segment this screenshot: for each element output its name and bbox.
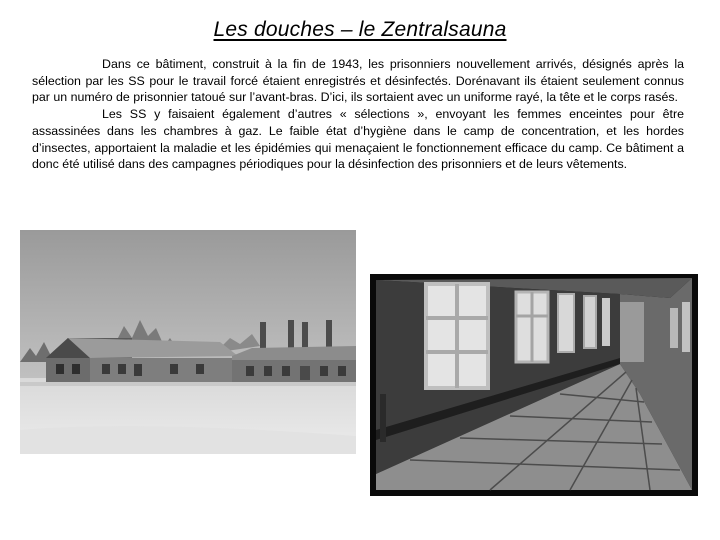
paragraph-2: Les SS y faisaient également d’autres « sélections », envoyant les femmes enceintes pour être assassinées dans les chambres à gaz. Le faible état d’hygiène dans le camp de concentration, et les hordes d’insectes, apportaient la maladie et les épidémies qui menaçaient le fonctionnement efficace du camp. Ce bâtiment a donc été utilisé dans des campagnes périodiques pour la désinfection des prisonniers et de leurs vêtements. [32,107,684,172]
paragraph-1: Dans ce bâtiment, construit à la fin de 1943, les prisonniers nouvellement arrivés, désignés après la sélection par les SS pour le travail forcé étaient enregistrés et désinfectés. Dorénavant ils étaient seulement connus par un numéro de prisonnier tatoué sur l’avant-bras. D’ici, ils sortaient avec un uniforme rayé, la tête et le corps rasés. [32,57,684,105]
body-text [32,56,684,173]
building-exterior-photo [20,230,356,454]
corridor-interior-photo [370,274,698,496]
page-title: Les douches – le Zentralsauna [213,18,507,41]
